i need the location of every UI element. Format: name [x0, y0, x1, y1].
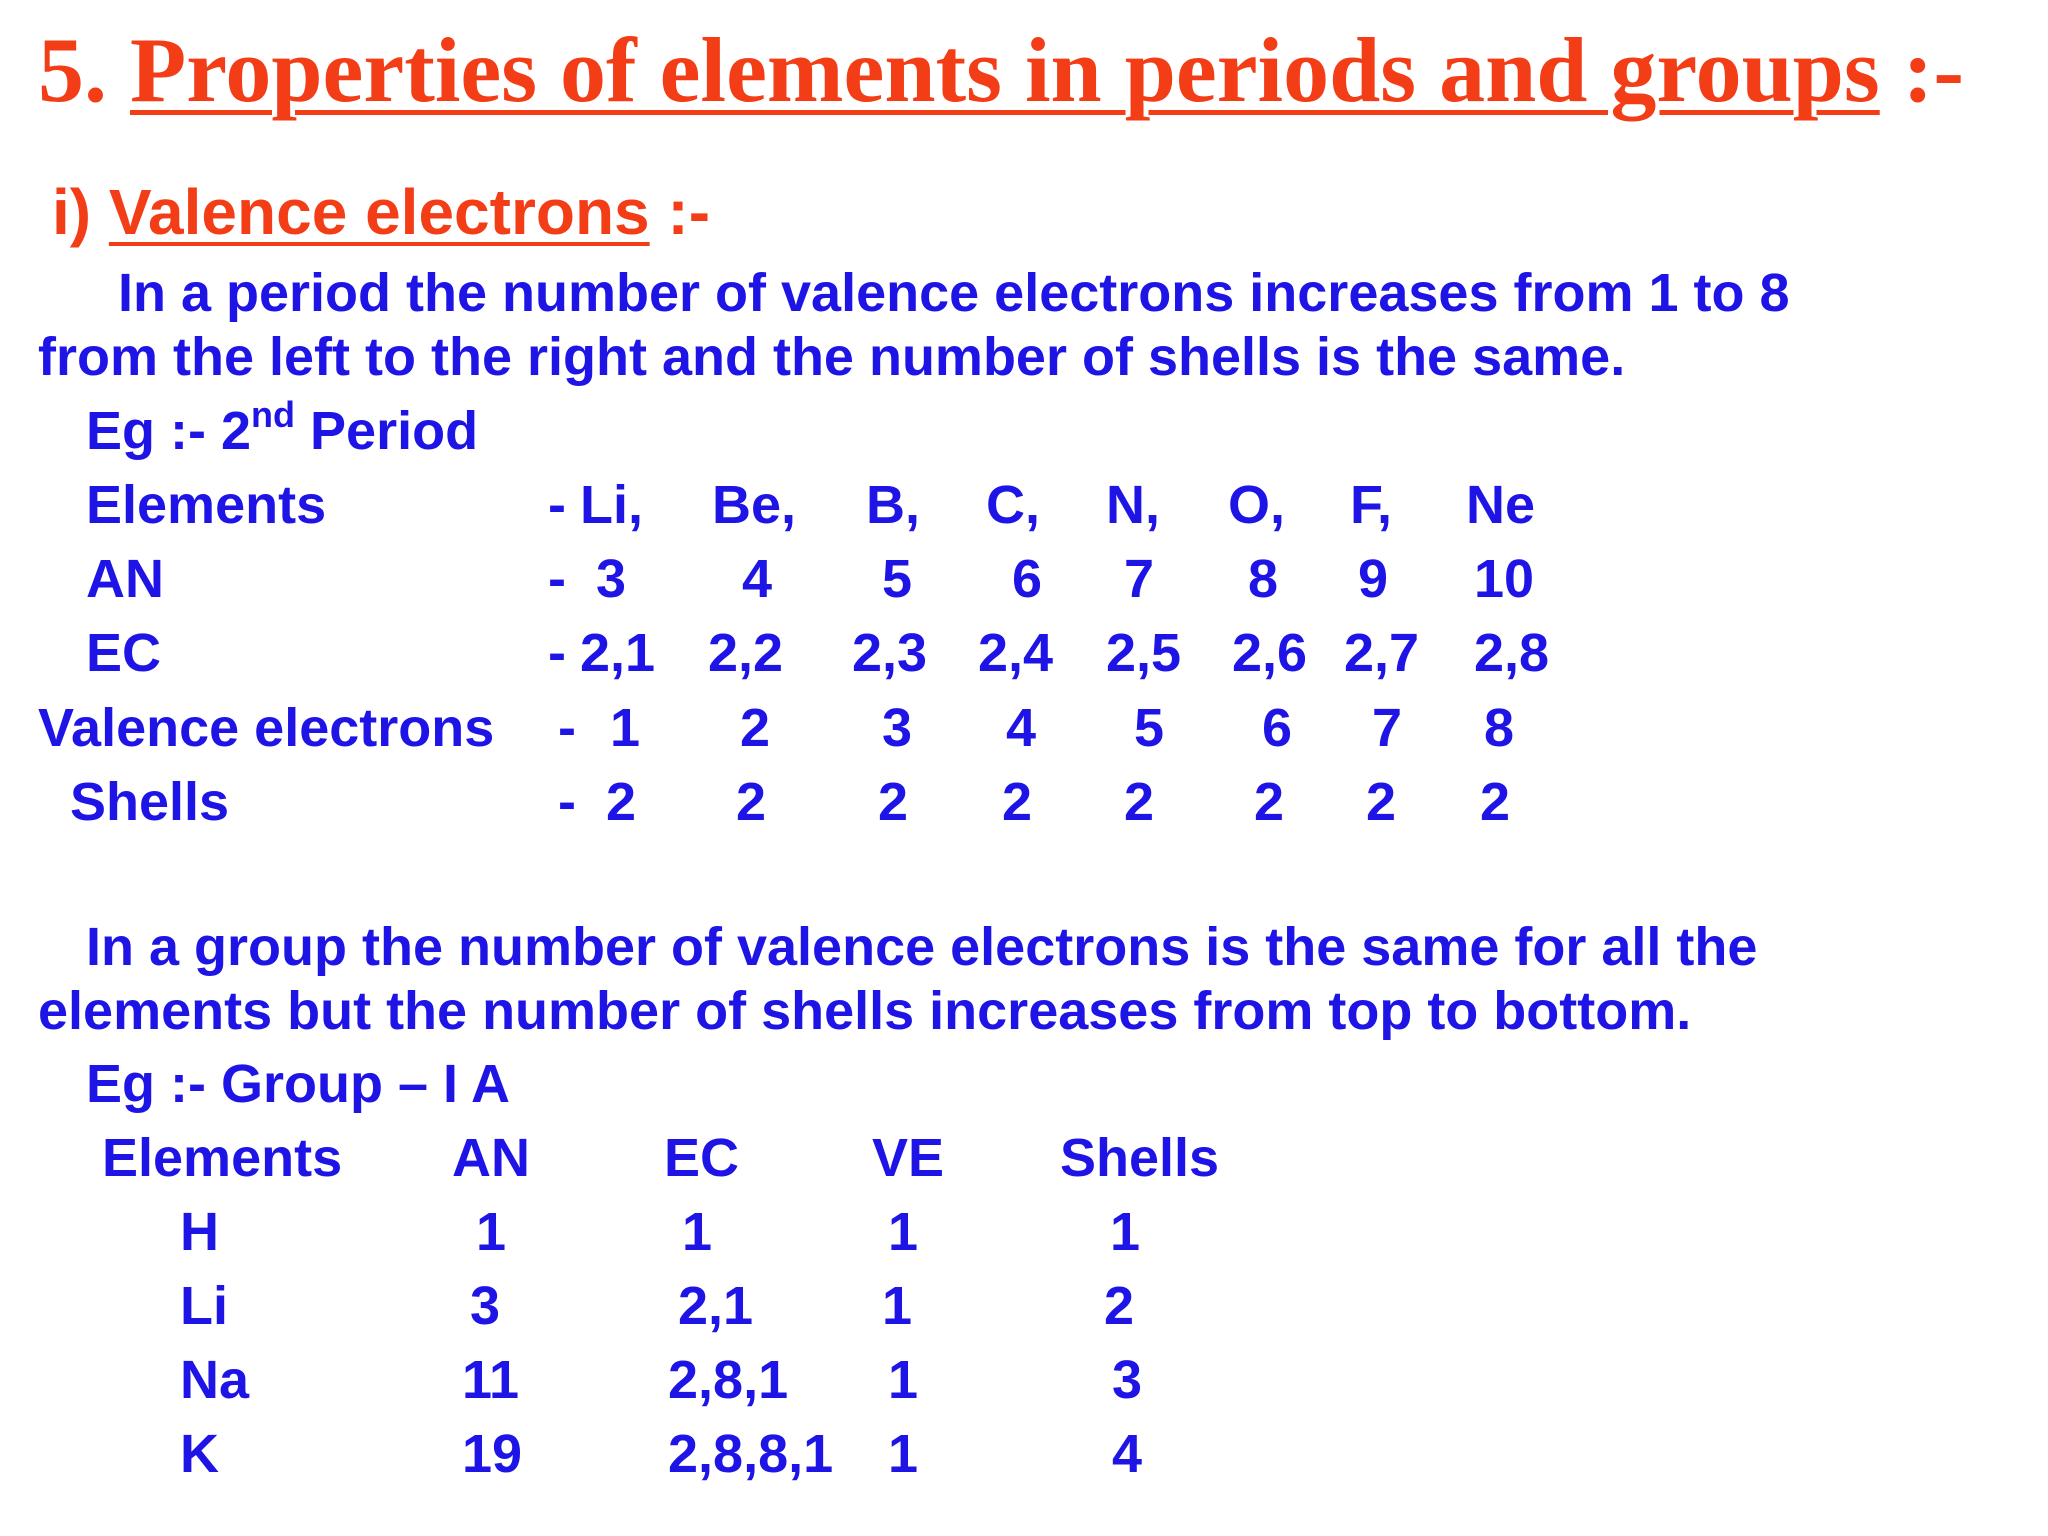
period-cell: 7: [1372, 698, 1403, 758]
period-example-sup: nd: [251, 394, 295, 435]
period-cell: 7: [1124, 549, 1155, 609]
period-cell: 2: [1366, 772, 1397, 832]
group-cell: 2: [1104, 1276, 1135, 1336]
period-cell: 3: [596, 549, 627, 609]
period-cell: 4: [1006, 698, 1037, 758]
group-cell: Li: [180, 1276, 228, 1336]
period-cell: 8: [1248, 549, 1279, 609]
group-cell: 1: [1110, 1202, 1141, 1262]
section-suffix: :-: [667, 176, 711, 248]
period-row-dash: -: [558, 698, 576, 758]
group-cell: 3: [1112, 1350, 1143, 1410]
group-cell: 1: [888, 1202, 919, 1262]
group-cell: 1: [888, 1424, 919, 1484]
period-cell: O,: [1228, 475, 1286, 535]
period-example-label-before: Eg :- 2: [86, 401, 252, 461]
period-cell: 4: [742, 549, 773, 609]
group-cell: 1: [682, 1202, 713, 1262]
period-paragraph-line-1: In a period the number of valence electrons increases from 1 to 8: [118, 263, 1790, 323]
title-text: Properties of elements in periods and groups: [130, 19, 1880, 121]
period-cell: 9: [1358, 549, 1389, 609]
period-cell: 6: [1012, 549, 1043, 609]
period-row-dash: -: [548, 549, 566, 609]
group-paragraph-line-1: In a group the number of valence electrons is the same for all the: [86, 917, 1758, 977]
period-cell: 2,4: [978, 623, 1054, 683]
section-text: Valence electrons: [108, 176, 650, 248]
period-cell: 2,1: [580, 623, 656, 683]
period-cell: 2: [1124, 772, 1155, 832]
group-cell: 1: [882, 1276, 913, 1336]
period-row-label: Elements: [86, 475, 327, 535]
group-cell: 11: [462, 1350, 520, 1410]
period-row-dash: -: [548, 623, 566, 683]
period-row-label: EC: [86, 623, 162, 683]
period-row-label: Shells: [70, 772, 230, 832]
group-cell: 2,8,8,1: [668, 1424, 834, 1484]
group-example-label: Eg :- Group – I A: [86, 1054, 510, 1114]
period-cell: C,: [986, 475, 1040, 535]
group-cell: H: [180, 1202, 219, 1262]
group-cell: 1: [476, 1202, 507, 1262]
period-cell: 5: [1134, 698, 1165, 758]
group-cell: K: [180, 1424, 219, 1484]
period-cell: 5: [882, 549, 913, 609]
group-cell: 1: [888, 1350, 919, 1410]
group-cell: Na: [180, 1350, 250, 1410]
title-number: 5.: [38, 19, 107, 121]
page-title: [38, 18, 1964, 124]
period-cell: 2,6: [1232, 623, 1308, 683]
section-prefix: i): [52, 176, 92, 248]
period-cell: B,: [866, 475, 920, 535]
period-row-label: Valence electrons: [38, 698, 495, 758]
title-suffix: :-: [1902, 19, 1964, 121]
period-cell: 2,7: [1344, 623, 1420, 683]
group-cell: 2,1: [678, 1276, 754, 1336]
period-cell: 3: [882, 698, 913, 758]
period-cell: 10: [1474, 549, 1535, 609]
group-header-cell: EC: [664, 1128, 740, 1188]
period-paragraph-line-2: from the left to the right and the number of shells is the same.: [38, 327, 1626, 387]
period-cell: 2: [736, 772, 767, 832]
period-example-label-after: Period: [310, 401, 479, 461]
group-cell: 2,8,1: [668, 1350, 789, 1410]
period-cell: 1: [610, 698, 641, 758]
period-cell: 8: [1484, 698, 1515, 758]
group-cell: 4: [1112, 1424, 1143, 1484]
period-cell: 2,2: [708, 623, 784, 683]
group-header-cell: Elements: [102, 1128, 343, 1188]
group-cell: 3: [470, 1276, 501, 1336]
period-example-label: [86, 394, 479, 462]
period-cell: 2,3: [852, 623, 928, 683]
period-row-dash: -: [548, 475, 566, 535]
period-cell: Be,: [712, 475, 797, 535]
section-heading: [52, 176, 710, 250]
group-cell: 19: [462, 1424, 523, 1484]
period-cell: 2: [1254, 772, 1285, 832]
group-header-cell: VE: [872, 1128, 945, 1188]
group-header-cell: Shells: [1060, 1128, 1220, 1188]
period-cell: 2,5: [1106, 623, 1182, 683]
period-row-label: AN: [86, 549, 164, 609]
period-cell: Ne: [1466, 475, 1536, 535]
period-cell: 2: [606, 772, 637, 832]
group-header-cell: AN: [452, 1128, 530, 1188]
period-cell: 6: [1262, 698, 1293, 758]
period-cell: Li,: [580, 475, 643, 535]
period-row-dash: -: [558, 772, 576, 832]
group-paragraph-line-2: elements but the number of shells increases from top to bottom.: [38, 981, 1692, 1041]
period-cell: 2: [1002, 772, 1033, 832]
period-cell: 2,8: [1474, 623, 1550, 683]
period-cell: 2: [740, 698, 771, 758]
period-cell: 2: [878, 772, 909, 832]
period-cell: F,: [1350, 475, 1393, 535]
period-cell: 2: [1480, 772, 1511, 832]
period-cell: N,: [1106, 475, 1160, 535]
